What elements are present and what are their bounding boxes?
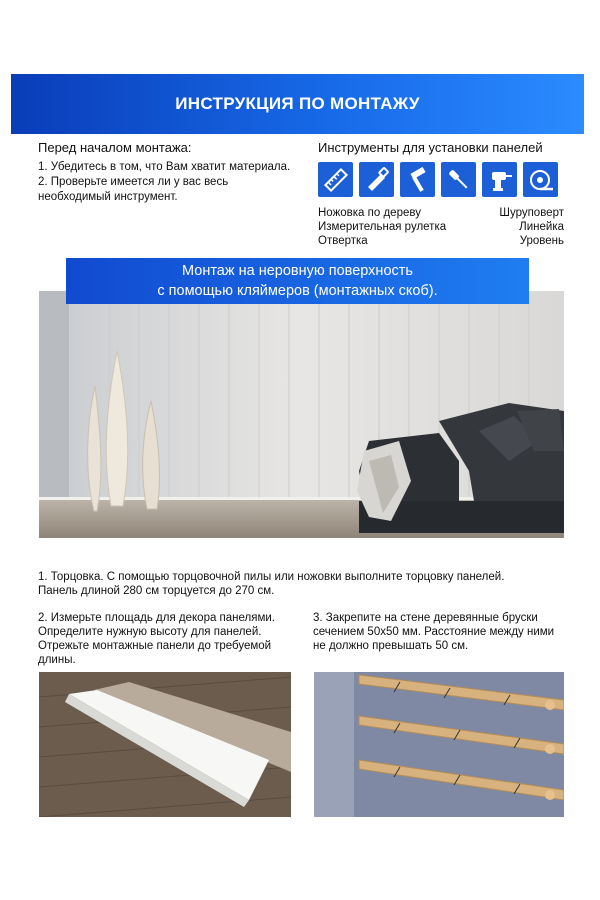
before-line-3: необходимый инструмент. bbox=[38, 191, 178, 203]
step-3-line-3: не должно превышать 50 см. bbox=[313, 640, 469, 652]
tool-left-2: Измерительная рулетка bbox=[318, 221, 447, 233]
hammer-icon bbox=[400, 162, 435, 197]
tape-measure-icon bbox=[523, 162, 558, 197]
panels-on-floor-photo bbox=[39, 672, 291, 817]
saw-icon bbox=[359, 162, 394, 197]
before-line-2: 2. Проверьте имеется ли у вас весь bbox=[38, 176, 229, 188]
mount-line-2: с помощью кляймеров (монтажных скоб). bbox=[157, 283, 438, 299]
page-title: ИНСТРУКЦИЯ ПО МОНТАЖУ bbox=[175, 94, 420, 113]
step-2-line-1: 2. Измерьте площадь для декора панелями. bbox=[38, 612, 276, 624]
ruler-icon bbox=[318, 162, 353, 197]
tools-icon-row bbox=[318, 162, 558, 197]
tool-right-2: Линейка bbox=[519, 221, 564, 233]
step-1-line-2: Панель длиной 280 см торцуется до 270 см. bbox=[38, 585, 275, 597]
step-2-line-3: Отрежьте монтажные панели до требуемой bbox=[38, 640, 272, 652]
drill-icon bbox=[482, 162, 517, 197]
tool-left-3: Отвертка bbox=[318, 235, 368, 247]
header-banner bbox=[11, 74, 584, 134]
screwdriver-icon bbox=[441, 162, 476, 197]
step-2-line-4: длины. bbox=[38, 654, 76, 666]
step-1-line-1: 1. Торцовка. С помощью торцовочной пилы или ножовки выполните торцовку панелей. bbox=[38, 571, 505, 583]
step-2-line-2: Определите нужную высоту для панелей. bbox=[38, 626, 262, 638]
tools-heading: Инструменты для установки панелей bbox=[318, 140, 543, 155]
tool-right-3: Уровень bbox=[519, 235, 564, 247]
before-heading: Перед началом монтажа: bbox=[38, 140, 192, 155]
mount-banner bbox=[66, 258, 529, 304]
step-3-line-1: 3. Закрепите на стене деревянные бруски bbox=[313, 612, 538, 624]
room-photo bbox=[39, 291, 564, 538]
wall-battens-photo bbox=[314, 672, 564, 817]
mount-line-1: Монтаж на неровную поверхность bbox=[182, 263, 413, 279]
tool-right-1: Шуруповерт bbox=[499, 207, 564, 219]
step-3-line-2: сечением 50х50 мм. Расстояние между ними bbox=[313, 626, 555, 638]
tool-left-1: Ножовка по дереву bbox=[318, 207, 421, 219]
before-line-1: 1. Убедитесь в том, что Вам хватит материала. bbox=[38, 161, 291, 173]
